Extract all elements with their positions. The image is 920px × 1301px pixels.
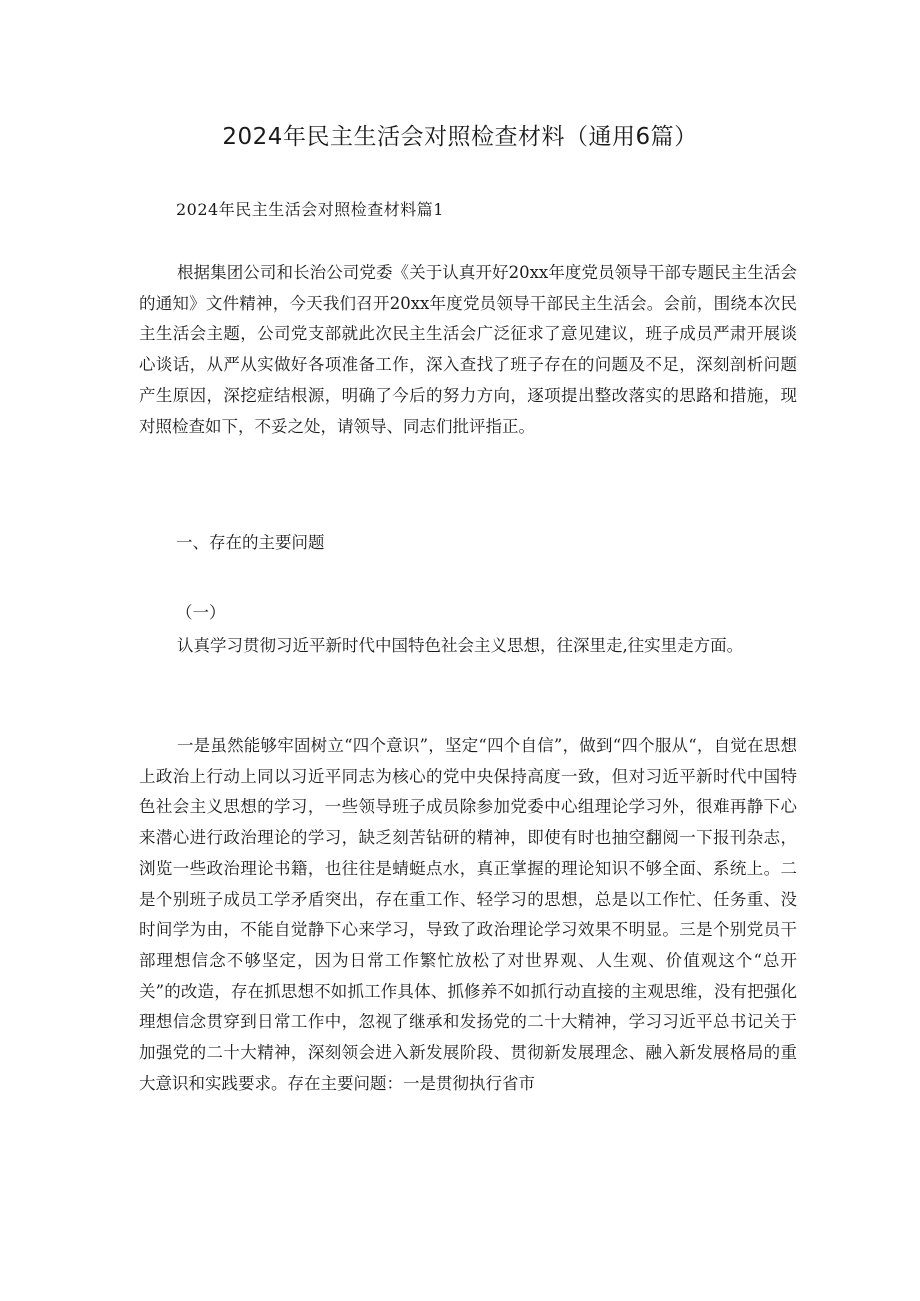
document-subtitle: 2024年民主生活会对照检查材料篇1 <box>176 200 444 219</box>
intro-paragraph: 根据集团公司和长治公司党委《关于认真开好20xx年度党员领导干部专题民主生活会的通知》文件精神，今天我们召开20xx年度党员领导干部民主生活会。会前，围绕本次民主生活会主题，公司党支部就此次民主生活会广泛征求了意见建议，班子成员严肃开展谈心谈话，从严从实做好各项准备工作，深入查找了班子存在的问题及不足，深刻剖析问题产生原因，深挖症结根源，明确了今后的努力方向，逐项提出整改落实的思路和措施，现对照检查如下，不妥之处，请领导、同志们批评指正。 <box>139 263 797 436</box>
document-title: 2024年民主生活会对照检查材料（通用6篇） <box>222 124 698 150</box>
section-heading: 一、存在的主要问题 <box>176 533 325 552</box>
subsection-marker: （一） <box>176 603 226 622</box>
subsection-paragraph: 认真学习贯彻习近平新时代中国特色社会主义思想，往深里走,往实里走方面。 <box>176 636 744 655</box>
body-paragraph: 一是虽然能够牢固树立“四个意识”，坚定“四个自信”，做到“四个服从“，自觉在思想上政治上行动上同以习近平同志为核心的党中央保持高度一致，但对习近平新时代中国特色社会主义思想的学习，一些领导班子成员除参加党委中心组理论学习外，很难再静下心来潜心进行政治理论的学习，缺乏刻苦钻研的精神，即使有时也抽空翻阅一下报刊杂志，浏览一些政治理论书籍，也往往是蜻蜓点水，真正掌握的理论知识不够全面、系统上。二是个别班子成员工学矛盾突出，存在重工作、轻学习的思想，总是以工作忙、任务重、没时间学为由，不能自觉静下心来学习，导致了政治理论学习效果不明显。三是个别党员干部理想信念不够坚定，因为日常工作繁忙放松了对世界观、人生观、价值观这个“总开关”的改造，存在抓思想不如抓工作具体、抓修养不如抓行动直接的主观思维，没有把强化理想信念贯穿到日常工作中，忽视了继承和发扬党的二十大精神，学习习近平总书记关于加强党的二十大精神，深刻领会进入新发展阶段、贯彻新发展理念、融入新发展格局的重大意识和实践要求。存在主要问题：一是贯彻执行省市 <box>139 736 797 1093</box>
